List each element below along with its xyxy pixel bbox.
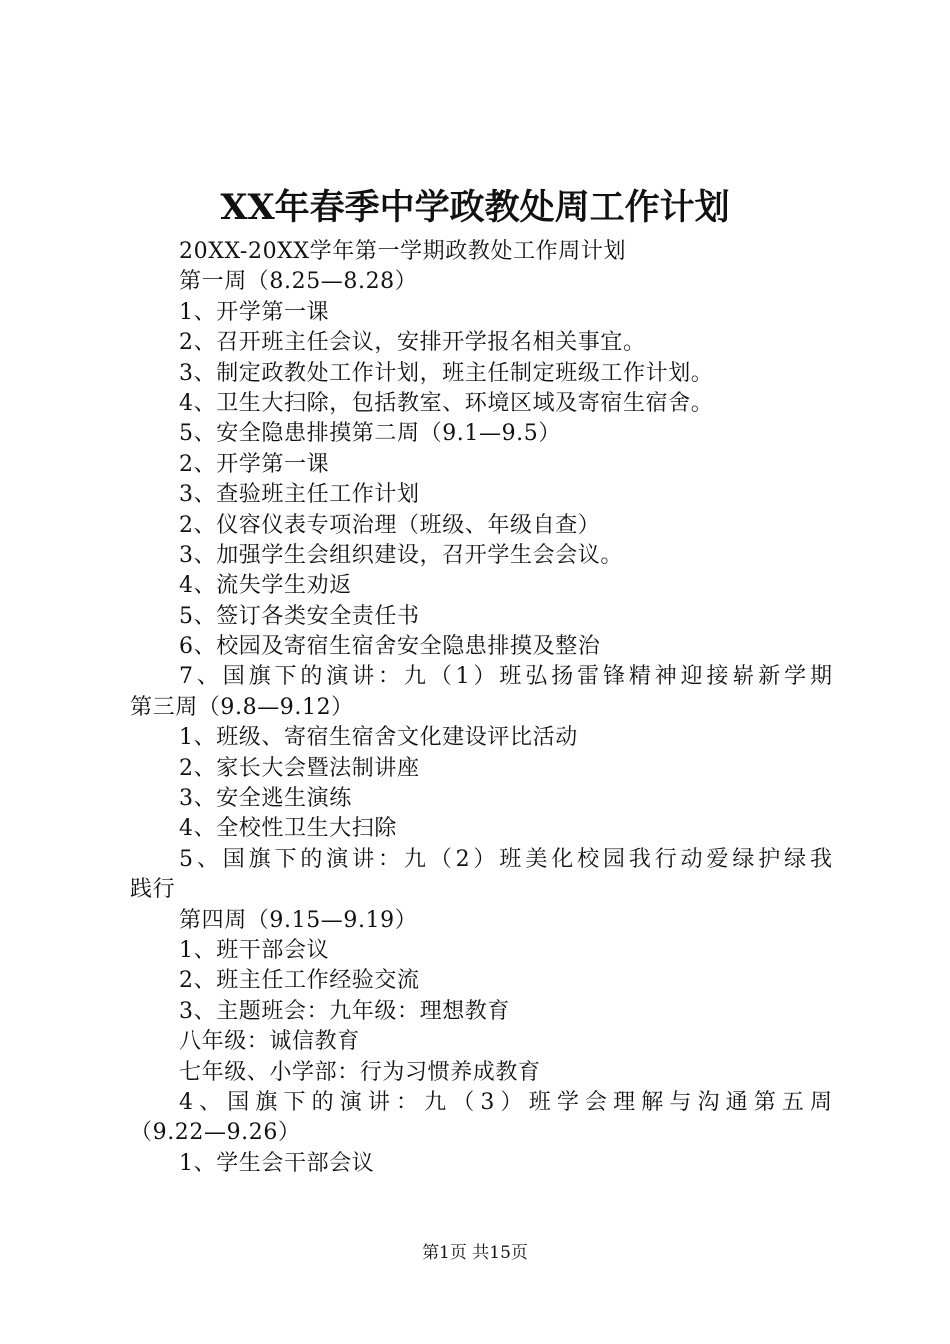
paragraph-line: 2、班主任工作经验交流 [179, 968, 420, 994]
paragraph-line: 1、开学第一课 [179, 299, 330, 325]
document-title: XX年春季中学政教处周工作计划 [220, 187, 730, 228]
paragraph-line: 3、加强学生会组织建设，召开学生会会议。 [179, 542, 623, 568]
paragraph-line: 第三周（9.8—9.12） [130, 694, 354, 720]
paragraph-line: 3、主题班会：九年级：理想教育 [179, 998, 510, 1024]
page-number-footer: 第1页 共15页 [422, 1243, 528, 1263]
paragraph-line: 7、国旗下的演讲：九（1）班弘扬雷锋精神迎接崭新学期 [179, 664, 832, 690]
paragraph-line: 20XX-20XX学年第一学期政教处工作周计划 [179, 239, 627, 264]
paragraph-line: （9.22—9.26） [130, 1120, 301, 1146]
paragraph-line: 八年级：诚信教育 [179, 1029, 360, 1055]
paragraph-line: 2、家长大会暨法制讲座 [179, 755, 420, 781]
document-body [130, 237, 832, 1179]
paragraph-line: 4、全校性卫生大扫除 [179, 816, 397, 842]
paragraph-line: 1、学生会干部会议 [179, 1150, 375, 1176]
paragraph-line: 5、签订各类安全责任书 [179, 603, 420, 629]
paragraph-line: 3、制定政教处工作计划，班主任制定班级工作计划。 [179, 360, 714, 386]
paragraph-line: 5、安全隐患排摸第二周（9.1—9.5） [179, 421, 561, 447]
paragraph-line: 2、开学第一课 [179, 451, 330, 477]
paragraph-line: 七年级、小学部：行为习惯养成教育 [179, 1059, 541, 1085]
paragraph-line: 2、召开班主任会议，安排开学报名相关事宜。 [179, 330, 646, 356]
paragraph-line: 5、国旗下的演讲：九（2）班美化校园我行动爱绿护绿我 [179, 846, 832, 872]
paragraph-line: 3、安全逃生演练 [179, 786, 352, 812]
paragraph-line: 4、流失学生劝返 [179, 573, 352, 599]
paragraph-line: 6、校园及寄宿生宿舍安全隐患排摸及整治 [179, 634, 601, 660]
paragraph-line: 第四周（9.15—9.19） [179, 907, 418, 933]
paragraph-line: 3、查验班主任工作计划 [179, 482, 420, 508]
paragraph-line: 1、班干部会议 [179, 937, 330, 963]
paragraph-line: 第一周（8.25—8.28） [179, 269, 418, 295]
paragraph-line: 4、国旗下的演讲：九（3）班学会理解与沟通第五周 [179, 1089, 832, 1115]
paragraph-line: 1、班级、寄宿生宿舍文化建设评比活动 [179, 725, 578, 751]
paragraph-line: 践行 [130, 877, 176, 903]
paragraph-line: 2、仪容仪表专项治理（班级、年级自查） [179, 512, 601, 538]
paragraph-line: 4、卫生大扫除，包括教室、环境区域及寄宿生宿舍。 [179, 390, 714, 416]
